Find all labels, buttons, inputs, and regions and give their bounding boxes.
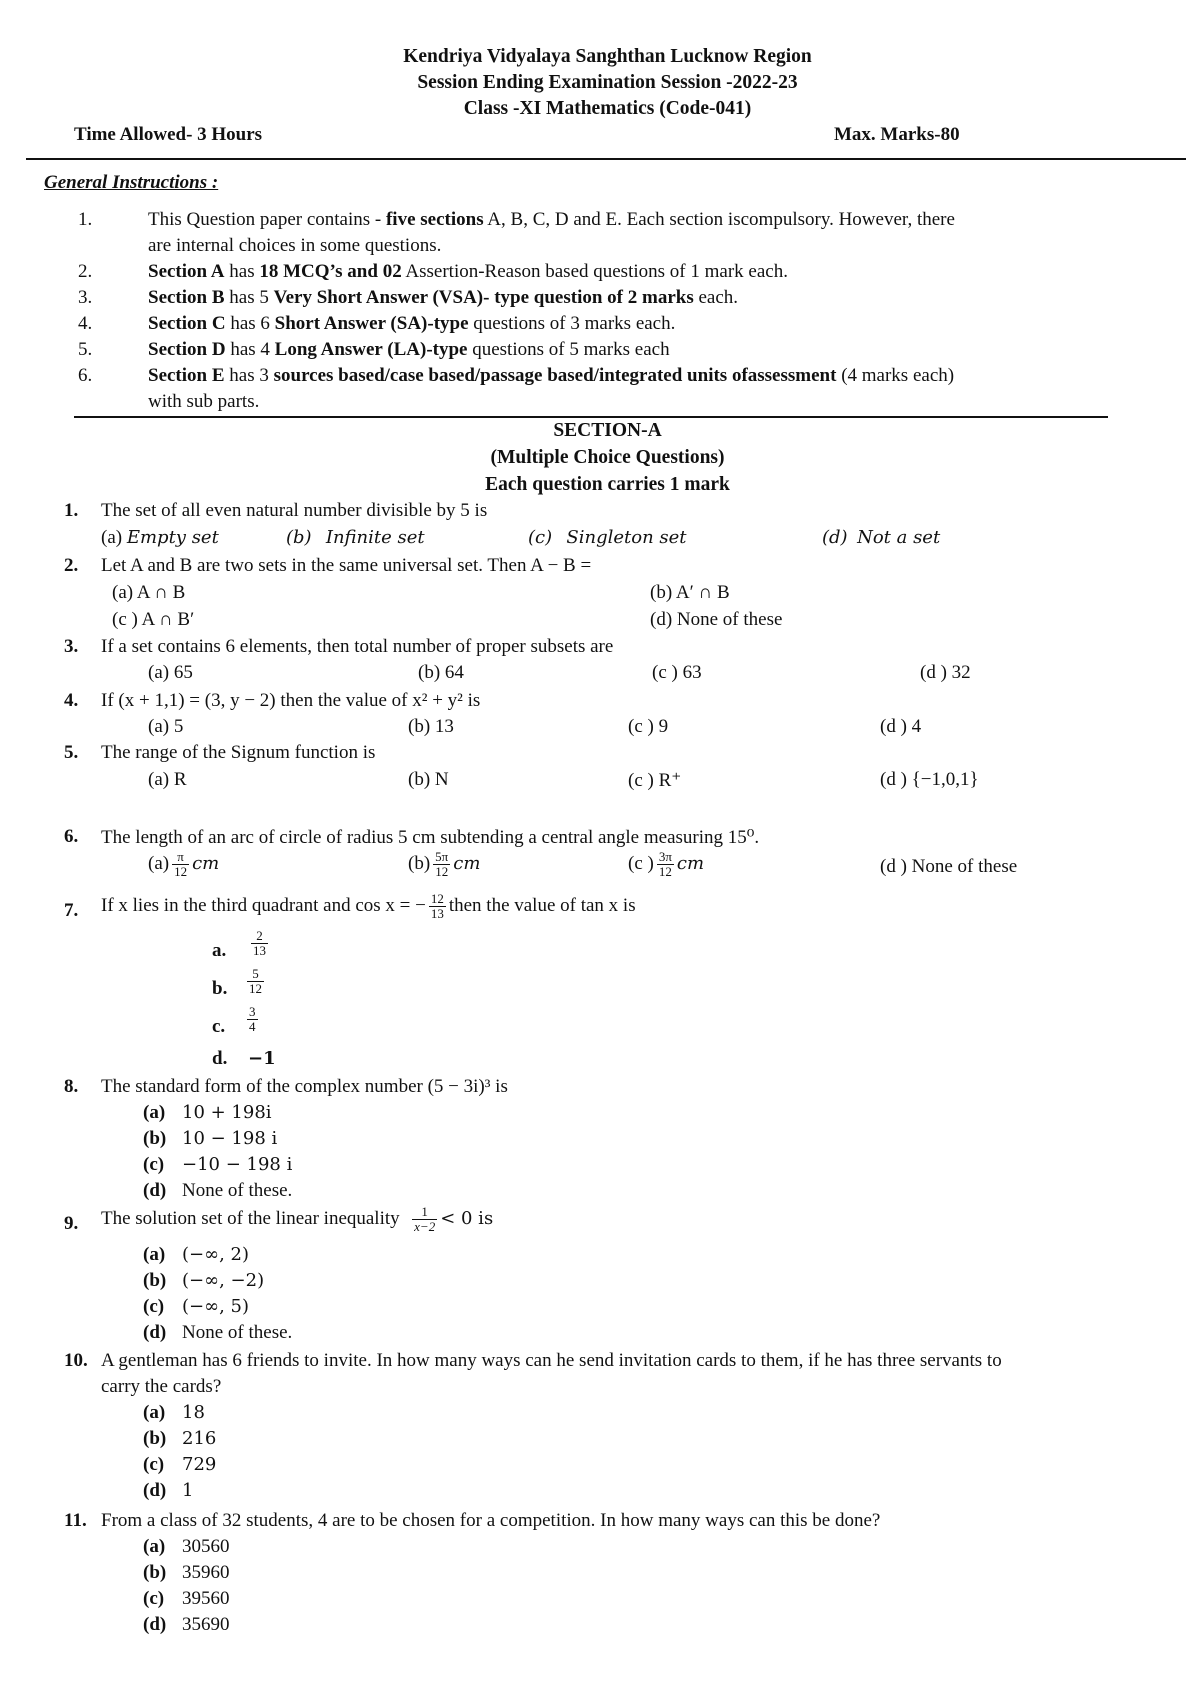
option-c: (c ) R⁺ — [628, 770, 682, 791]
question-number: 7. — [64, 900, 79, 921]
option-label: (b) — [143, 1270, 167, 1291]
section-divider — [74, 416, 1108, 418]
option-c: (c ) 63 — [652, 662, 702, 683]
option-a: (a) Empty set — [101, 527, 219, 548]
instructions-title: General Instructions : — [44, 172, 219, 193]
option-c: $\frac{3}{4}$ — [249, 1004, 256, 1034]
option-a: 18 — [182, 1402, 205, 1423]
option-b: (b) $\frac{5\pi}{12}$ cm — [408, 849, 481, 879]
option-a: 10 + 198i — [182, 1102, 272, 1123]
option-a: $\frac{2}{13}$ — [253, 928, 266, 958]
option-a: (a) A ∩ B — [112, 582, 186, 603]
option-d: −1 — [248, 1048, 276, 1069]
question-text: The set of all even natural number divisible by 5 is — [101, 500, 488, 521]
question-text: If (x + 1,1) = (3, y − 2) then the value of x² + y² is — [101, 690, 481, 711]
instruction-item: This Question paper contains - five sections A, B, C, D and E. Each section iscompulsory. However, there — [148, 209, 955, 230]
option-a: (a) R — [148, 769, 187, 790]
option-d: None of these. — [182, 1180, 293, 1201]
option-d: (d ) None of these — [880, 856, 1018, 877]
question-text: Let A and B are two sets in the same universal set. Then A − B = — [101, 555, 592, 576]
question-number: 3. — [64, 636, 79, 657]
section-subtitle: (Multiple Choice Questions) — [490, 447, 725, 468]
option-c: (c ) A ∩ B′ — [112, 609, 195, 630]
question-number: 10. — [64, 1350, 88, 1371]
option-label: (d) — [143, 1180, 167, 1201]
instruction-item: Section D has 4 Long Answer (LA)-type questions of 5 marks each — [148, 339, 670, 360]
question-text-cont: carry the cards? — [101, 1376, 222, 1397]
exam-session: Session Ending Examination Session -2022-23 — [417, 72, 798, 93]
option-label: (b) — [143, 1562, 167, 1583]
time-allowed: Time Allowed- 3 Hours — [74, 124, 263, 145]
option-c: 39560 — [182, 1588, 230, 1609]
section-note: Each question carries 1 mark — [485, 474, 730, 495]
option-b: (b) N — [408, 769, 449, 790]
option-label: (d) — [143, 1614, 167, 1635]
option-c: (c) Singleton set — [528, 527, 687, 548]
option-label: (c) — [143, 1588, 165, 1609]
instruction-number: 1. — [78, 209, 93, 230]
option-label: a. — [212, 940, 227, 961]
instruction-number: 2. — [78, 261, 93, 282]
question-text: If x lies in the third quadrant and cos x = − $\frac{12}{13}$ then the value of tan x is — [101, 891, 636, 921]
option-label: (c) — [143, 1296, 165, 1317]
option-label: (a) — [143, 1102, 166, 1123]
question-text: The range of the Signum function is — [101, 742, 376, 763]
header-divider — [26, 158, 1186, 160]
option-a: (a) 5 — [148, 716, 184, 737]
school-name: Kendriya Vidyalaya Sanghthan Lucknow Region — [403, 46, 812, 67]
option-label: (a) — [143, 1402, 166, 1423]
question-text: The standard form of the complex number (5 − 3i)³ is — [101, 1076, 508, 1097]
option-b: 35960 — [182, 1562, 230, 1583]
instruction-item: Section A has 18 MCQ’s and 02 Assertion-Reason based questions of 1 mark each. — [148, 261, 788, 282]
option-label: (a) — [143, 1244, 166, 1265]
question-number: 11. — [64, 1510, 87, 1531]
question-number: 6. — [64, 826, 79, 847]
option-d: None of these. — [182, 1322, 293, 1343]
question-number: 9. — [64, 1213, 79, 1234]
option-a: (a) 65 — [148, 662, 193, 683]
option-b: (b) Infinite set — [286, 527, 425, 548]
option-b: (−∞, −2) — [182, 1270, 265, 1291]
option-b: (b) 13 — [408, 716, 454, 737]
instruction-item: Section E has 3 sources based/case based/passage based/integrated units ofassessment (4 marks each) — [148, 365, 955, 386]
option-c: 729 — [182, 1454, 217, 1475]
option-b: (b) A′ ∩ B — [650, 582, 730, 603]
option-label: d. — [212, 1048, 228, 1069]
option-b: (b) 64 — [418, 662, 464, 683]
question-text: If a set contains 6 elements, then total number of proper subsets are — [101, 636, 614, 657]
question-number: 2. — [64, 555, 79, 576]
question-text: The length of an arc of circle of radius 5 cm subtending a central angle measuring 15⁰. — [101, 827, 760, 848]
instruction-item: Section B has 5 Very Short Answer (VSA)- type question of 2 marks each. — [148, 287, 739, 308]
option-c: −10 − 198 i — [182, 1154, 293, 1175]
question-text: A gentleman has 6 friends to invite. In how many ways can he send invitation cards to them, if he has three servants to — [101, 1350, 1002, 1371]
option-label: b. — [212, 978, 228, 999]
question-number: 8. — [64, 1076, 79, 1097]
option-label: (c) — [143, 1154, 165, 1175]
option-a: (−∞, 2) — [182, 1244, 250, 1265]
question-number: 5. — [64, 742, 79, 763]
question-text: From a class of 32 students, 4 are to be chosen for a competition. In how many ways can this be done? — [101, 1510, 881, 1531]
option-label: (c) — [143, 1454, 165, 1475]
option-label: c. — [212, 1016, 226, 1037]
option-label: (d) — [143, 1480, 167, 1501]
option-b: 10 − 198 i — [182, 1128, 278, 1149]
option-b: 216 — [182, 1428, 217, 1449]
instruction-number: 4. — [78, 313, 93, 334]
option-label: (b) — [143, 1428, 167, 1449]
option-a: (a) $\frac{\pi}{12}$ cm — [148, 849, 220, 879]
instruction-item: Section C has 6 Short Answer (SA)-type questions of 3 marks each. — [148, 313, 676, 334]
section-title: SECTION-A — [553, 420, 662, 441]
max-marks: Max. Marks-80 — [834, 124, 960, 145]
option-d: 35690 — [182, 1614, 230, 1635]
question-text: The solution set of the linear inequality $\frac{1}{x-2}$ < 0 is — [101, 1204, 494, 1234]
option-d: (d ) {−1,0,1} — [880, 769, 979, 790]
question-number: 4. — [64, 690, 79, 711]
option-label: (b) — [143, 1128, 167, 1149]
instruction-item-cont: with sub parts. — [148, 391, 260, 412]
option-b: $\frac{5}{12}$ — [249, 966, 262, 996]
question-number: 1. — [64, 500, 79, 521]
option-d: (d) None of these — [650, 609, 783, 630]
instruction-item-cont: are internal choices in some questions. — [148, 235, 442, 256]
option-label: (d) — [143, 1322, 167, 1343]
option-d: (d ) 4 — [880, 716, 922, 737]
option-d: (d ) 32 — [920, 662, 971, 683]
instruction-number: 6. — [78, 365, 93, 386]
option-c: (c ) $\frac{3\pi}{12}$ cm — [628, 849, 705, 879]
class-subject: Class -XI Mathematics (Code-041) — [463, 98, 752, 119]
option-a: 30560 — [182, 1536, 230, 1557]
instruction-number: 3. — [78, 287, 93, 308]
option-d: (d) Not a set — [822, 527, 941, 548]
option-d: 1 — [182, 1480, 194, 1501]
instruction-number: 5. — [78, 339, 93, 360]
option-c: (c ) 9 — [628, 716, 669, 737]
option-label: (a) — [143, 1536, 166, 1557]
option-c: (−∞, 5) — [182, 1296, 250, 1317]
